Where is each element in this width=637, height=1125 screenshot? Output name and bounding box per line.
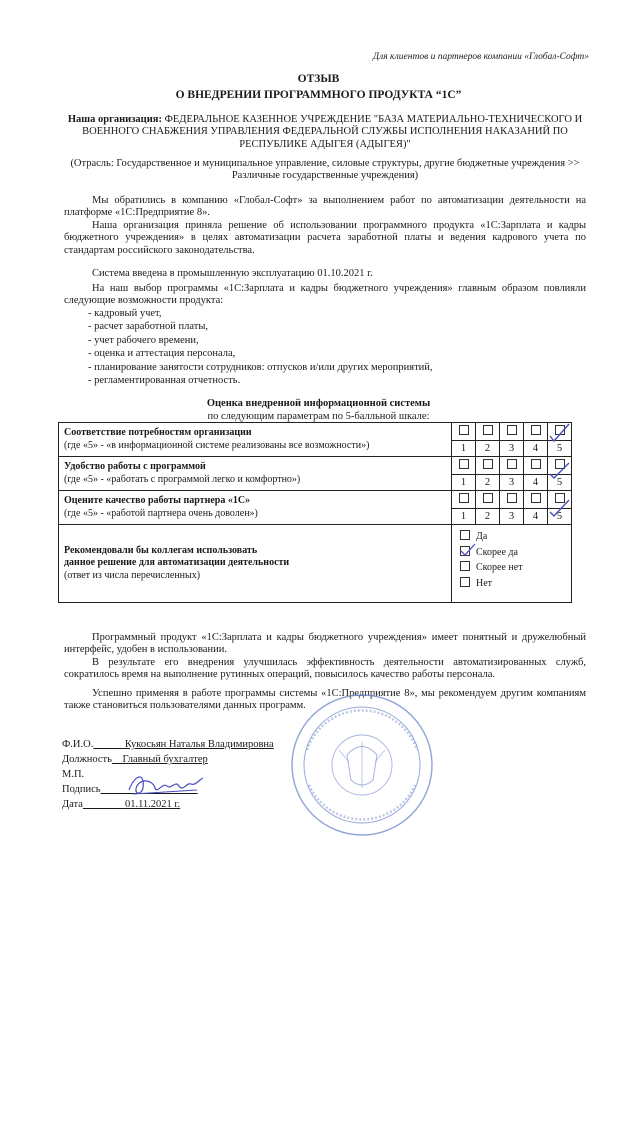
scale-number: 4 xyxy=(524,509,548,525)
option-no[interactable]: Нет xyxy=(460,576,563,592)
scale-number: 4 xyxy=(524,441,548,457)
document-title: ОТЗЫВ xyxy=(297,73,340,85)
evaluation-title: Оценка внедренной информационной системы xyxy=(206,398,431,409)
recommend-title-1: Рекомендовали бы коллегам использовать xyxy=(64,544,258,556)
score-checkbox-1[interactable] xyxy=(452,491,476,509)
fio-value: Кукосьян Наталья Владимировна xyxy=(124,739,274,750)
scale-number: 2 xyxy=(476,441,500,457)
scale-number: 5 xyxy=(548,475,572,491)
scale-number: 2 xyxy=(476,475,500,491)
recommend-title-2: данное решение для автоматизации деятельности xyxy=(64,557,290,569)
question-cell xyxy=(59,491,452,525)
checkmark-icon xyxy=(543,460,573,484)
date-row xyxy=(62,798,180,812)
position-row xyxy=(62,753,208,767)
feature-list xyxy=(88,307,568,387)
scale-number: 3 xyxy=(500,475,524,491)
score-checkbox-2[interactable] xyxy=(476,423,500,441)
scale-number: 3 xyxy=(500,509,524,525)
document-subtitle: О ВНЕДРЕНИИ ПРОГРАММНОГО ПРОДУКТА “1С” xyxy=(175,89,462,101)
checkmark-icon xyxy=(458,542,478,558)
score-checkbox-1[interactable] xyxy=(452,423,476,441)
scale-number: 3 xyxy=(500,441,524,457)
question-title: Оцените качество работы партнера «1С» xyxy=(64,495,251,506)
question-title: Удобство работы с программой xyxy=(64,461,206,472)
scale-number: 4 xyxy=(524,475,548,491)
question-hint: (где «5» - «работой партнера очень доволен») xyxy=(64,507,258,519)
checkbox-icon xyxy=(460,561,470,571)
industry-branch: (Отрасль: Государственное и муниципальное управление, силовые структуры, другие бюджетные учреждения >> Различные государственные учреждения) xyxy=(70,158,580,182)
paragraph-1: Мы обратились в компанию «Глобал-Софт» за выполнением работ по автоматизации деятельности на платформе «1С:Предприятие 8». xyxy=(64,195,586,219)
sign-label: Подпись xyxy=(62,784,101,795)
option-rather-no[interactable]: Скорее нет xyxy=(460,560,563,576)
signature-scribble-icon xyxy=(125,768,205,800)
recommend-options xyxy=(452,525,572,603)
scale-number: 5 xyxy=(548,441,572,457)
recommend-hint: (ответ из числа перечисленных) xyxy=(64,569,201,581)
scale-number: 1 xyxy=(452,475,476,491)
scale-number: 5 xyxy=(548,509,572,525)
organization-label: Наша организация: xyxy=(67,114,162,125)
question-cell xyxy=(59,423,452,457)
question-cell xyxy=(59,457,452,491)
score-checkbox-3[interactable] xyxy=(500,457,524,475)
list-item: - учет рабочего времени, xyxy=(88,334,199,346)
position-value: Главный бухгалтер xyxy=(122,754,208,765)
organization-name: ФЕДЕРАЛЬНОЕ КАЗЕННОЕ УЧРЕЖДЕНИЕ "БАЗА МАТЕРИАЛЬНО-ТЕХНИЧЕСКОГО И ВОЕННОГО СНАБЖЕНИЯ УПРАВЛЕНИЯ ФЕДЕРАЛЬНОЙ СЛУЖБЫ ИСПОЛНЕНИЯ НАКАЗАНИЙ ПО РЕСПУБЛИКЕ АДЫГЕЯ (АДЫГЕЯ)" xyxy=(82,114,583,150)
score-checkbox-2[interactable] xyxy=(476,491,500,509)
scale-number: 2 xyxy=(476,509,500,525)
recommend-question-cell xyxy=(59,525,452,603)
organization-block xyxy=(64,114,586,151)
checkbox-icon xyxy=(460,530,470,540)
fio-row xyxy=(62,738,274,752)
score-checkbox-2[interactable] xyxy=(476,457,500,475)
scale-number: 1 xyxy=(452,441,476,457)
list-item: - оценка и аттестация персонала, xyxy=(88,348,236,360)
list-item: - расчет заработной платы, xyxy=(88,321,209,333)
paragraph-2: Наша организация приняла решение об использовании программного продукта «1С:Зарплата и кадры бюджетного учреждения» в целях автоматизации расчета заработной платы и ведения кадрового учета по стандартам российского законодательства. xyxy=(64,220,586,256)
date-value: 01.11.2021 г. xyxy=(124,799,181,810)
position-label: Должность xyxy=(62,754,112,765)
conclusion-2: В результате его внедрения улучшилась эффективность деятельности автоматизированных служб, сократилось время на выполнение рутинных операций, повысилось качество работы персонала. xyxy=(64,657,586,681)
checkmark-icon xyxy=(543,422,573,446)
score-checkbox-3[interactable] xyxy=(500,423,524,441)
list-item: - планирование занятости сотрудников: отпусков и/или других мероприятий, xyxy=(88,361,433,373)
paragraph-3: Система введена в промышленную эксплуатацию 01.10.2021 г. xyxy=(92,268,373,279)
question-hint: (где «5» - «работать с программой легко и комфортно») xyxy=(64,473,301,485)
option-rather-yes[interactable]: Скорее да xyxy=(460,545,563,561)
score-checkbox-1[interactable] xyxy=(452,457,476,475)
clients-note: Для клиентов и партнеров компании «Глобал-Софт» xyxy=(373,52,589,62)
mp-label: М.П. xyxy=(62,769,85,780)
fio-label: Ф.И.О. xyxy=(62,739,94,750)
question-hint: (где «5» - «в информационной системе реализованы все возможности») xyxy=(64,439,370,451)
question-title: Соответствие потребностям организации xyxy=(64,427,252,438)
list-item: - регламентированная отчетность. xyxy=(88,375,241,387)
option-yes[interactable]: Да xyxy=(460,529,563,545)
checkbox-icon xyxy=(460,577,470,587)
evaluation-table xyxy=(58,422,572,603)
conclusion-1: Программный продукт «1С:Зарплата и кадры бюджетного учреждения» имеет понятный и дружелюбный интерфейс, удобен в использовании. xyxy=(64,632,586,656)
stamp-seal-icon xyxy=(287,690,437,840)
paragraph-4: На наш выбор программы «1С:Зарплата и кадры бюджетного учреждения» главным образом повлияли следующие возможности продукта: xyxy=(64,283,586,307)
checkmark-icon xyxy=(543,497,573,521)
date-label: Дата xyxy=(62,799,83,810)
evaluation-subtitle: по следующим параметрам по 5-балльной шкале: xyxy=(207,411,430,422)
scale-number: 1 xyxy=(452,509,476,525)
score-checkbox-3[interactable] xyxy=(500,491,524,509)
list-item: - кадровый учет, xyxy=(88,308,162,319)
conclusion-3: Успешно применяя в работе программы системы «1С:Предприятие 8», мы рекомендуем другим компаниям также становиться пользователями данных программ. xyxy=(64,688,586,712)
